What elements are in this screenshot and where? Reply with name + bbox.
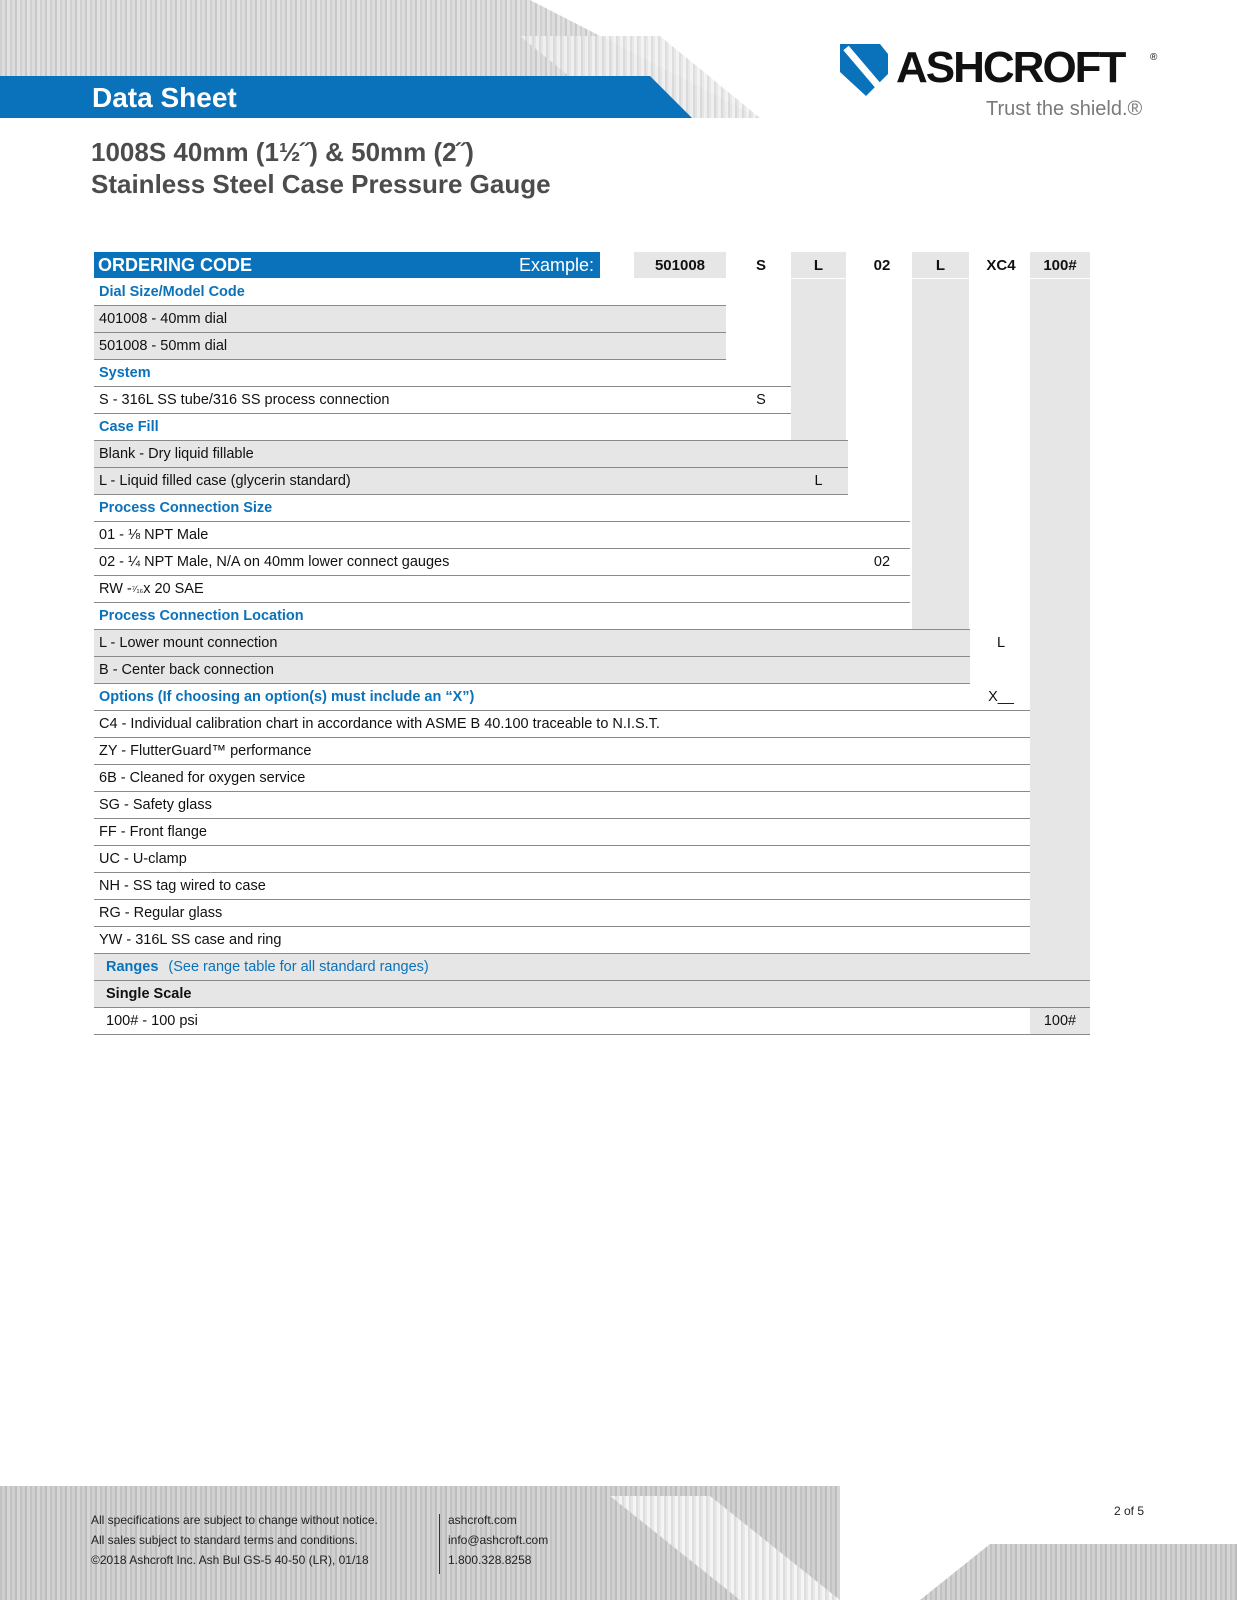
row-label: YW - 316L SS case and ring bbox=[99, 932, 282, 948]
table-row bbox=[94, 900, 1030, 927]
table-row bbox=[94, 306, 726, 333]
ordering-code-heading bbox=[94, 252, 600, 278]
table-section-header bbox=[94, 279, 726, 306]
brand-tagline: Trust the shield.® bbox=[986, 98, 1143, 120]
table-row bbox=[94, 549, 910, 576]
row-code: 02 bbox=[873, 554, 891, 570]
row-label: NH - SS tag wired to case bbox=[99, 878, 266, 894]
table-row bbox=[94, 522, 910, 549]
example-label: Example: bbox=[518, 254, 594, 275]
table-section-header bbox=[94, 954, 1090, 981]
row-label: S - 316L SS tube/316 SS process connection bbox=[99, 392, 390, 408]
row-label: L - Lower mount connection bbox=[99, 635, 278, 651]
row-label: Ranges bbox=[106, 959, 159, 975]
example-code-6: 100# bbox=[1030, 252, 1090, 278]
example-code-3: 02 bbox=[852, 252, 912, 278]
row-label: UC - U-clamp bbox=[99, 851, 187, 867]
row-label: Process Connection Size bbox=[99, 500, 273, 516]
row-label: 501008 - 50mm dial bbox=[99, 338, 228, 354]
row-label: B - Center back connection bbox=[99, 662, 274, 678]
table-row bbox=[94, 819, 1030, 846]
table-row bbox=[94, 387, 791, 414]
row-label: ZY - FlutterGuard™ performance bbox=[99, 743, 312, 759]
table-row bbox=[94, 441, 848, 468]
row-code: 100# bbox=[1043, 1013, 1077, 1029]
table-row bbox=[94, 657, 970, 684]
table-section-header bbox=[94, 603, 970, 630]
row-label: x 20 SAE bbox=[143, 581, 204, 597]
row-label: Dial Size/Model Code bbox=[99, 284, 245, 300]
example-code-5: XC4 bbox=[972, 252, 1030, 278]
row-label: 100# - 100 psi bbox=[106, 1013, 198, 1029]
table-row bbox=[94, 765, 1030, 792]
row-code: S bbox=[756, 392, 766, 408]
row-label: C4 - Individual calibration chart in accordance with ASME B 40.100 traceable to N.I.S.T. bbox=[99, 716, 660, 732]
brand-registered-mark: ® bbox=[1150, 52, 1158, 63]
row-label: System bbox=[99, 365, 151, 381]
footer-divider bbox=[439, 1514, 440, 1574]
table-row bbox=[94, 576, 910, 603]
footer-line: All specifications are subject to change without notice. bbox=[91, 1513, 378, 1527]
title-line-2: Stainless Steel Case Pressure Gauge bbox=[91, 169, 551, 199]
row-note: (See range table for all standard ranges) bbox=[168, 959, 429, 975]
table-row bbox=[94, 711, 1030, 738]
table-row bbox=[94, 846, 1030, 873]
row-label: FF - Front flange bbox=[99, 824, 207, 840]
row-code: X__ bbox=[988, 689, 1014, 705]
table-section-header bbox=[94, 684, 1030, 711]
footer-website-link[interactable]: ashcroft.com bbox=[448, 1513, 517, 1527]
footer-line: All sales subject to standard terms and conditions. bbox=[91, 1533, 358, 1547]
row-label: 01 - ⅛ NPT Male bbox=[99, 527, 209, 543]
row-label: Single Scale bbox=[106, 986, 192, 1002]
footer-contact bbox=[448, 1510, 548, 1570]
table-row bbox=[94, 468, 848, 495]
example-code-4: L bbox=[912, 252, 969, 278]
table-section-header bbox=[94, 414, 848, 441]
data-sheet-label: Data Sheet bbox=[92, 82, 237, 113]
row-label: 02 - ¼ NPT Male, N/A on 40mm lower connect gauges bbox=[99, 554, 450, 570]
row-label: 401008 - 40mm dial bbox=[99, 311, 228, 327]
table-row bbox=[94, 738, 1030, 765]
title-line-1: 1008S 40mm (1½˝) & 50mm (2˝) bbox=[91, 137, 474, 167]
example-code-2: L bbox=[791, 252, 846, 278]
row-label: Process Connection Location bbox=[99, 608, 304, 624]
table-row bbox=[94, 792, 1030, 819]
row-code: L bbox=[814, 473, 823, 489]
table-row bbox=[94, 333, 726, 360]
row-label: L - Liquid filled case (glycerin standard) bbox=[99, 473, 351, 489]
fraction: ⁷⁄₁₆ bbox=[131, 584, 144, 594]
row-label: SG - Safety glass bbox=[99, 797, 212, 813]
table-section-header bbox=[94, 495, 910, 522]
row-label: Case Fill bbox=[99, 419, 159, 435]
table-row bbox=[94, 1008, 1090, 1035]
footer-phone: 1.800.328.8258 bbox=[448, 1553, 532, 1567]
footer-line: ©2018 Ashcroft Inc. Ash Bul GS-5 40-50 (LR), 01/18 bbox=[91, 1553, 369, 1567]
table-row bbox=[94, 927, 1030, 954]
table-row bbox=[94, 873, 1030, 900]
example-code-0: 501008 bbox=[634, 252, 726, 278]
footer-email-link[interactable]: info@ashcroft.com bbox=[448, 1533, 549, 1547]
page-number: 2 of 5 bbox=[1114, 1504, 1145, 1518]
row-label: Blank - Dry liquid fillable bbox=[99, 446, 254, 462]
code-column-shade bbox=[1030, 279, 1090, 1035]
table-section-header bbox=[94, 360, 791, 387]
table-row bbox=[94, 981, 1090, 1008]
ordering-code-title: ORDERING CODE bbox=[98, 254, 253, 275]
row-label: 6B - Cleaned for oxygen service bbox=[99, 770, 306, 786]
row-label: RG - Regular glass bbox=[99, 905, 223, 921]
example-code-1: S bbox=[730, 252, 792, 278]
row-code: L bbox=[996, 635, 1006, 651]
table-row bbox=[94, 630, 970, 657]
row-label: RW - bbox=[99, 581, 132, 597]
footer-disclaimer bbox=[91, 1510, 378, 1570]
row-label: Options (If choosing an option(s) must include an “X”) bbox=[99, 689, 475, 705]
brand-name: ASHCROFT bbox=[896, 43, 1125, 92]
